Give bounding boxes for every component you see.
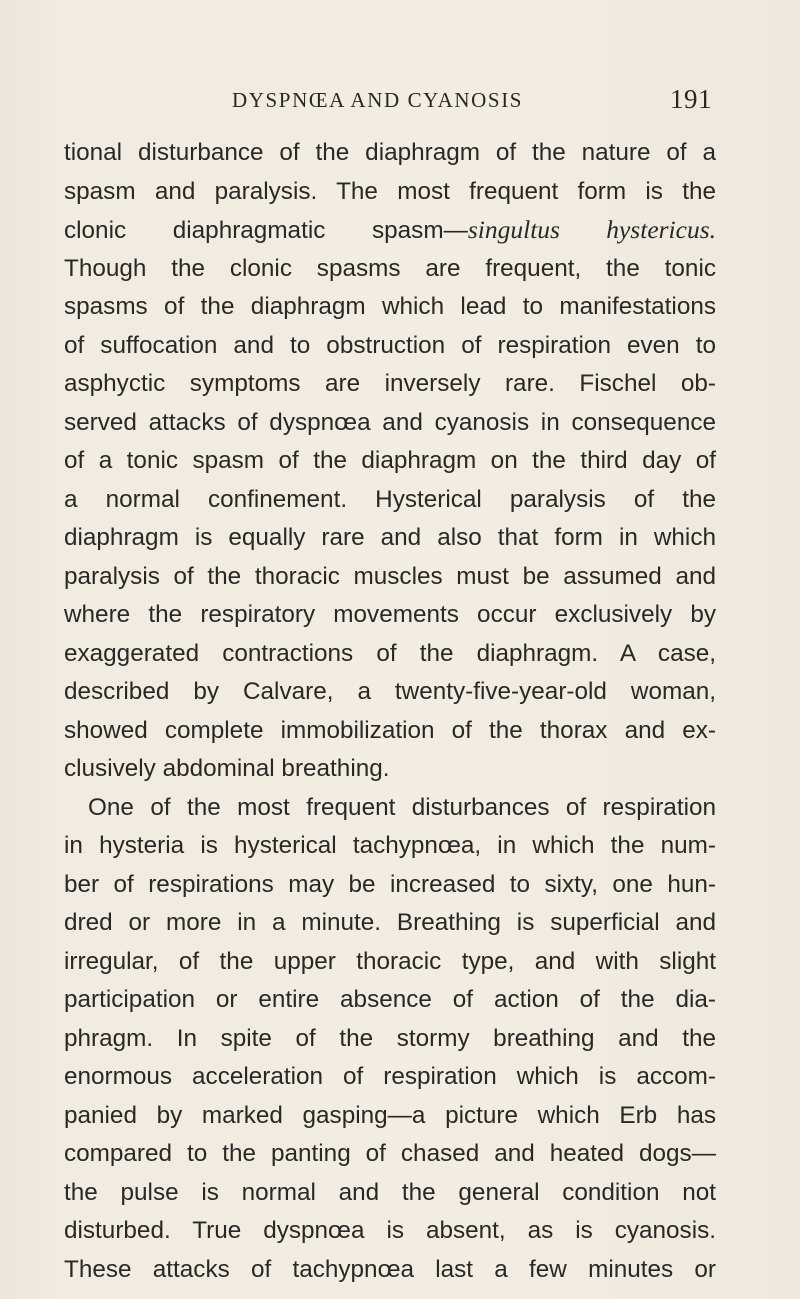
text-line: dred or more in a minute. Breathing is superficial and [64, 909, 716, 936]
text-line-lead: clonic diaphragmatic spasm— [64, 217, 468, 244]
text-line: participation or entire absence of action of the dia- [64, 986, 716, 1013]
text-line: exaggerated contractions of the diaphragm. A case, [64, 639, 716, 667]
running-title: DYSPNŒA AND CYANOSIS [232, 88, 524, 112]
text-line: served attacks of dyspnœa and cyanosis in consequence [64, 408, 716, 436]
text-line: clusively abdominal breathing. [64, 755, 390, 782]
italic-term: singultus hystericus. [467, 215, 717, 244]
paragraph-1 [64, 134, 716, 789]
text-line: disturbed. True dyspnœa is absent, as is cyanosis. [64, 1217, 716, 1244]
text-line: of a tonic spasm of the diaphragm on the third day of [64, 447, 716, 474]
body-text [64, 134, 716, 1289]
text-line: These attacks of tachypnœa last a few minutes or [64, 1255, 716, 1283]
text-line: a normal confinement. Hysterical paralysis of the [64, 485, 716, 513]
text-line: Though the clonic spasms are frequent, the tonic [64, 254, 716, 282]
text-line: asphyctic symptoms are inversely rare. Fischel ob- [64, 370, 716, 397]
text-line-with-term [64, 211, 716, 250]
text-line: spasms of the diaphragm which lead to manifestations [64, 293, 716, 320]
text-line: described by Calvare, a twenty-five-year-old woman, [64, 678, 716, 705]
text-line: showed complete immobilization of the thorax and ex- [64, 716, 716, 744]
text-line: paralysis of the thoracic muscles must be assumed and [64, 562, 716, 590]
text-line: the pulse is normal and the general condition not [64, 1178, 716, 1206]
running-head [232, 84, 712, 118]
text-line: enormous acceleration of respiration which is accom- [64, 1063, 716, 1090]
text-line: of suffocation and to obstruction of respiration even to [64, 331, 716, 359]
text-line: phragm. In spite of the stormy breathing and the [64, 1024, 716, 1052]
text-line: irregular, of the upper thoracic type, and with slight [64, 947, 716, 975]
text-line: compared to the panting of chased and heated dogs— [64, 1140, 716, 1167]
text-line: One of the most frequent disturbances of respiration [88, 793, 716, 821]
text-line: spasm and paralysis. The most frequent form is the [64, 177, 716, 205]
text-line: tional disturbance of the diaphragm of the nature of a [64, 139, 716, 166]
paragraph-2 [64, 789, 716, 1290]
text-line: in hysteria is hysterical tachypnœa, in which the num- [64, 832, 716, 859]
text-line: where the respiratory movements occur exclusively by [64, 601, 716, 628]
page-number: 191 [670, 84, 712, 114]
text-line: panied by marked gasping—a picture which Erb has [64, 1101, 716, 1129]
text-line: ber of respirations may be increased to sixty, one hun- [64, 870, 716, 898]
text-line: diaphragm is equally rare and also that form in which [64, 524, 716, 551]
